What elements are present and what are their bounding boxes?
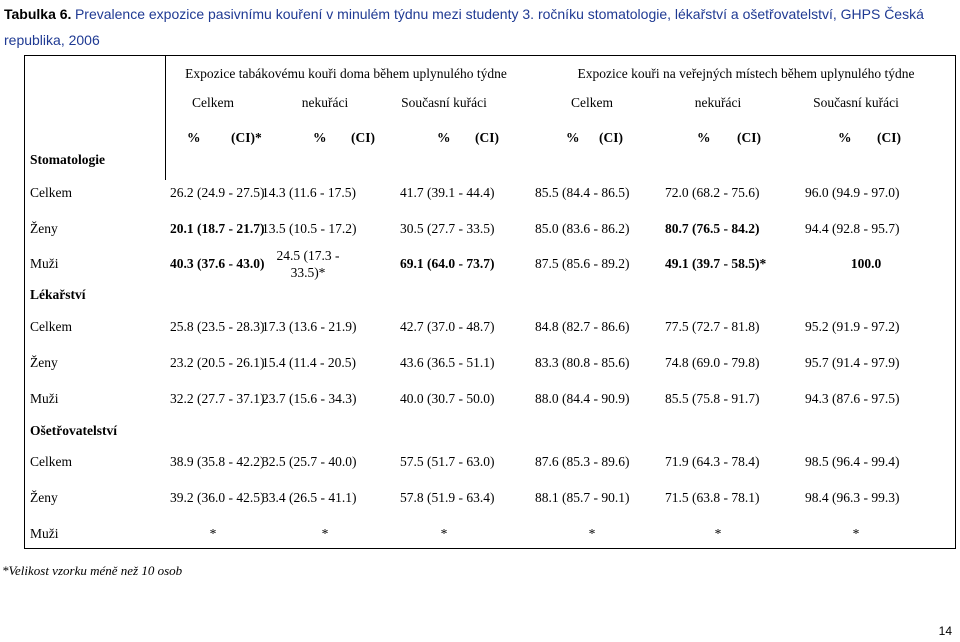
section-heading: Lékařství [30, 287, 86, 302]
table-cell: 87.6 (85.3 - 89.6) [535, 454, 630, 469]
table-cell: * [321, 526, 329, 541]
caption-title-continued: republika, 2006 [4, 32, 100, 48]
table-bottom-border [24, 548, 956, 549]
table-cell: 23.2 (20.5 - 26.1) [170, 355, 265, 370]
table-cell: 57.8 (51.9 - 63.4) [400, 490, 495, 505]
table-caption [4, 2, 954, 54]
table-cell: 38.9 (35.8 - 42.2) [170, 454, 265, 469]
table-cell: 32.2 (27.7 - 37.1) [170, 391, 265, 406]
table-cell: 71.5 (63.8 - 78.1) [665, 490, 760, 505]
ci-header: (CI) [877, 130, 901, 145]
percent-header: % [697, 130, 711, 145]
table-cell: 41.7 (39.1 - 44.4) [400, 185, 495, 200]
table-cell: 30.5 (27.7 - 33.5) [400, 221, 495, 236]
table-cell: 69.1 (64.0 - 73.7) [400, 256, 495, 271]
table-cell: 88.0 (84.4 - 90.9) [535, 391, 630, 406]
table-cell: 95.7 (91.4 - 97.9) [805, 355, 900, 370]
table-cell: 13.5 (10.5 - 17.2) [262, 221, 357, 236]
table-cell: 42.7 (37.0 - 48.7) [400, 319, 495, 334]
ci-header: (CI) [599, 130, 623, 145]
table-cell: * [440, 526, 448, 541]
group-header-public: Expozice kouři na veřejných místech během uplynulého týdne [577, 66, 915, 81]
table-cell-continuation: 33.5)* [290, 265, 326, 280]
table-cell: 17.3 (13.6 - 21.9) [262, 319, 357, 334]
table-cell: 95.2 (91.9 - 97.2) [805, 319, 900, 334]
table-cell: 80.7 (76.5 - 84.2) [665, 221, 760, 236]
row-label: Ženy [30, 221, 58, 236]
subcolumn-header: Současní kuřáci [813, 95, 899, 110]
section-heading: Ošetřovatelství [30, 423, 117, 438]
row-label: Ženy [30, 490, 58, 505]
subcolumn-header: Celkem [571, 95, 613, 110]
table-cell: 26.2 (24.9 - 27.5) [170, 185, 265, 200]
section-heading-stomatologie: Stomatologie [30, 152, 105, 167]
table-cell: 96.0 (94.9 - 97.0) [805, 185, 900, 200]
table-top-border [24, 55, 956, 56]
table-cell: 14.3 (11.6 - 17.5) [262, 185, 356, 200]
subcolumn-header: Celkem [192, 95, 234, 110]
table-left-border [24, 55, 25, 549]
table-cell: 72.0 (68.2 - 75.6) [665, 185, 760, 200]
subcolumn-header: nekuřáci [694, 95, 742, 110]
table-cell: 57.5 (51.7 - 63.0) [400, 454, 495, 469]
table-right-border [955, 55, 956, 549]
table-cell: 98.4 (96.3 - 99.3) [805, 490, 900, 505]
percent-header: % [566, 130, 580, 145]
ci-header: (CI) [351, 130, 375, 145]
table-cell: 85.5 (75.8 - 91.7) [665, 391, 760, 406]
row-label: Muži [30, 256, 59, 271]
caption-label: Tabulka 6. [4, 6, 72, 22]
page-number: 14 [938, 624, 952, 638]
percent-header: % [437, 130, 451, 145]
table-cell: 15.4 (11.4 - 20.5) [262, 355, 356, 370]
table-cell: 94.4 (92.8 - 95.7) [805, 221, 900, 236]
group-header-home: Expozice tabákovému kouři doma během uplynulého týdne [185, 66, 507, 81]
table-cell: 39.2 (36.0 - 42.5) [170, 490, 265, 505]
table-cell: 25.8 (23.5 - 28.3) [170, 319, 265, 334]
table-cell: 74.8 (69.0 - 79.8) [665, 355, 760, 370]
table-cell: * [588, 526, 596, 541]
row-label: Muži [30, 526, 59, 541]
table-cell: 77.5 (72.7 - 81.8) [665, 319, 760, 334]
table-cell: 83.3 (80.8 - 85.6) [535, 355, 630, 370]
table-cell: 98.5 (96.4 - 99.4) [805, 454, 900, 469]
table-cell: 100.0 [850, 256, 882, 271]
table-cell: * [209, 526, 217, 541]
row-label: Celkem [30, 454, 72, 469]
ci-header: (CI) [475, 130, 499, 145]
row-label: Celkem [30, 319, 72, 334]
table-cell: 87.5 (85.6 - 89.2) [535, 256, 630, 271]
table-cell: 24.5 (17.3 - [276, 248, 340, 263]
ci-header: (CI)* [231, 130, 262, 145]
table-cell: * [852, 526, 860, 541]
table-cell: 85.0 (83.6 - 86.2) [535, 221, 630, 236]
table-cell: 20.1 (18.7 - 21.7) [170, 221, 265, 236]
row-label: Muži [30, 391, 59, 406]
table-cell: 84.8 (82.7 - 86.6) [535, 319, 630, 334]
table-cell: 40.0 (30.7 - 50.0) [400, 391, 495, 406]
table-cell: 32.5 (25.7 - 40.0) [262, 454, 357, 469]
percent-header: % [838, 130, 852, 145]
ci-header: (CI) [737, 130, 761, 145]
row-label: Celkem [30, 185, 72, 200]
subcolumn-header: Současní kuřáci [401, 95, 487, 110]
subcolumn-header: nekuřáci [301, 95, 349, 110]
table-cell: 33.4 (26.5 - 41.1) [262, 490, 357, 505]
table-cell: 88.1 (85.7 - 90.1) [535, 490, 630, 505]
percent-header: % [187, 130, 201, 145]
percent-header: % [313, 130, 327, 145]
table-cell: 40.3 (37.6 - 43.0) [170, 256, 265, 271]
row-label: Ženy [30, 355, 58, 370]
table-cell: 85.5 (84.4 - 86.5) [535, 185, 630, 200]
table-cell: 71.9 (64.3 - 78.4) [665, 454, 760, 469]
table-cell: 94.3 (87.6 - 97.5) [805, 391, 900, 406]
table-cell: * [714, 526, 722, 541]
table-cell: 43.6 (36.5 - 51.1) [400, 355, 495, 370]
footnote: *Velikost vzorku méně než 10 osob [2, 563, 183, 578]
caption-title: Prevalence expozice pasivnímu kouření v minulém týdnu mezi studenty 3. ročníku stomatologie, lékařství a ošetřovatelství, GHPS Česká [74, 6, 924, 22]
table-cell: 23.7 (15.6 - 34.3) [262, 391, 357, 406]
table-cell: 49.1 (39.7 - 58.5)* [665, 256, 767, 271]
